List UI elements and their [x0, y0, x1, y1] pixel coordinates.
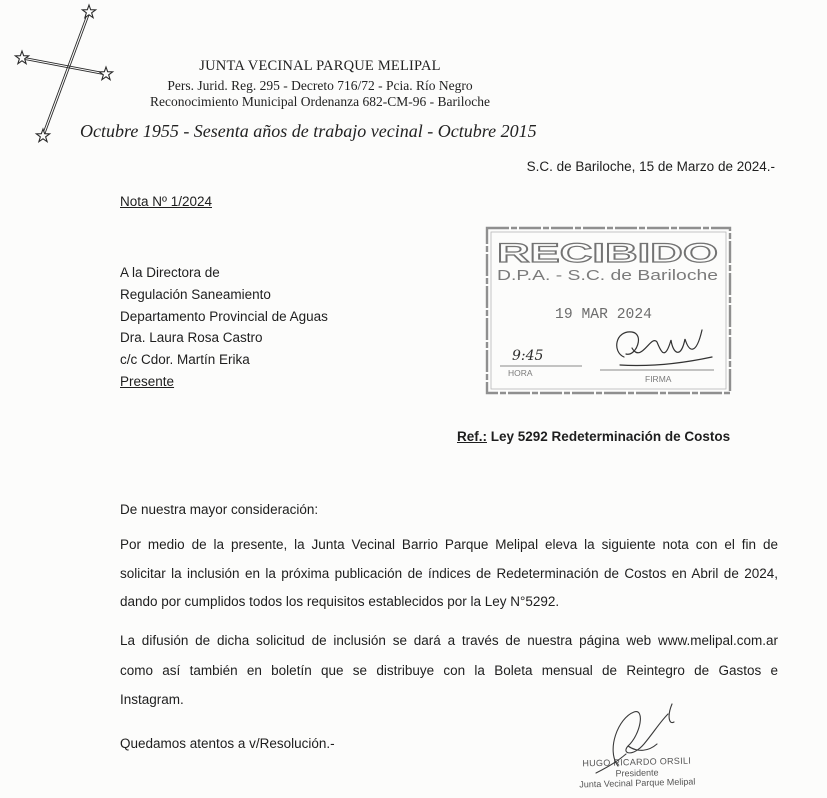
paragraph-line: dando por cumplidos todos los requisitos establecidos por la Ley N°5292. — [120, 594, 560, 609]
recipient-line: A la Directora de — [120, 265, 220, 280]
stamp-time-label: HORA — [508, 368, 533, 378]
star-icon — [15, 51, 28, 64]
received-stamp — [484, 224, 736, 398]
recipient-block — [120, 262, 328, 393]
paragraph-1 — [120, 531, 778, 617]
letterhead-anniversary: Octubre 1955 - Sesenta años de trabajo vecinal - Octubre 2015 — [80, 121, 537, 141]
salutation: De nuestra mayor consideración: — [120, 502, 319, 517]
recipient-line: Departamento Provincial de Aguas — [120, 308, 328, 324]
stamp-office: D.P.A. - S.C. de Bariloche — [497, 268, 718, 284]
closing: Quedamos atentos a v/Resolución.- — [120, 736, 335, 751]
signer-organization: Junta Vecinal Parque Melipal — [579, 776, 696, 790]
letterhead-registration: Pers. Jurid. Reg. 295 - Decreto 716/72 - Pcia. Río Negro — [167, 78, 473, 93]
recipient-line: Regulación Saneamiento — [120, 286, 271, 302]
stamp-title: RECIBIDO — [497, 238, 718, 268]
paragraph-line: solicitar la inclusión en la próxima publicación de índices de Redeterminación de Costos en Abril de 2024, — [120, 565, 778, 581]
recipient-line: Dra. Laura Rosa Castro — [120, 330, 263, 346]
paragraph-line: Por medio de la presente, la Junta Vecinal Barrio Parque Melipal eleva la siguiente nota con el fin de — [120, 537, 778, 552]
letterhead-recognition: Reconocimiento Municipal Ordenanza 682-CM-96 - Bariloche — [149, 94, 491, 109]
recipient-line-presente: Presente — [120, 373, 175, 389]
handwritten-signature — [588, 694, 698, 774]
paragraph-line: La difusión de dicha solicitud de inclusión se dará a través de nuestra página web www.melipal.com.ar — [120, 633, 778, 648]
stamp-time-handwritten: 9:45 — [512, 348, 544, 364]
letterhead-organization: JUNTA VECINAL PARQUE MELIPAL — [199, 58, 441, 74]
note-number: Nota Nº 1/2024 — [120, 194, 212, 209]
reference-label: Ref.: — [457, 429, 487, 444]
paragraph-line: como así también en boletín que se distribuye con la Boleta mensual de Reintegro de Gastos e — [120, 662, 778, 678]
signer-title: Presidente — [615, 766, 659, 779]
stamp-signature-label: FIRMA — [645, 374, 672, 384]
date-line: S.C. de Bariloche, 15 de Marzo de 2024.- — [526, 159, 775, 174]
recipient-line: c/c Cdor. Martín Erika — [120, 352, 250, 368]
star-icon — [36, 129, 49, 142]
stamp-signature-scribble — [617, 330, 712, 366]
stamp-date: 19 MAR 2024 — [555, 306, 652, 323]
paragraph-line: Instagram. — [120, 692, 184, 707]
signer-name: HUGO RICARDO ORSILI — [582, 755, 692, 769]
reference-line — [457, 429, 730, 445]
reference-text: Ley 5292 Redeterminación de Costos — [490, 429, 731, 444]
